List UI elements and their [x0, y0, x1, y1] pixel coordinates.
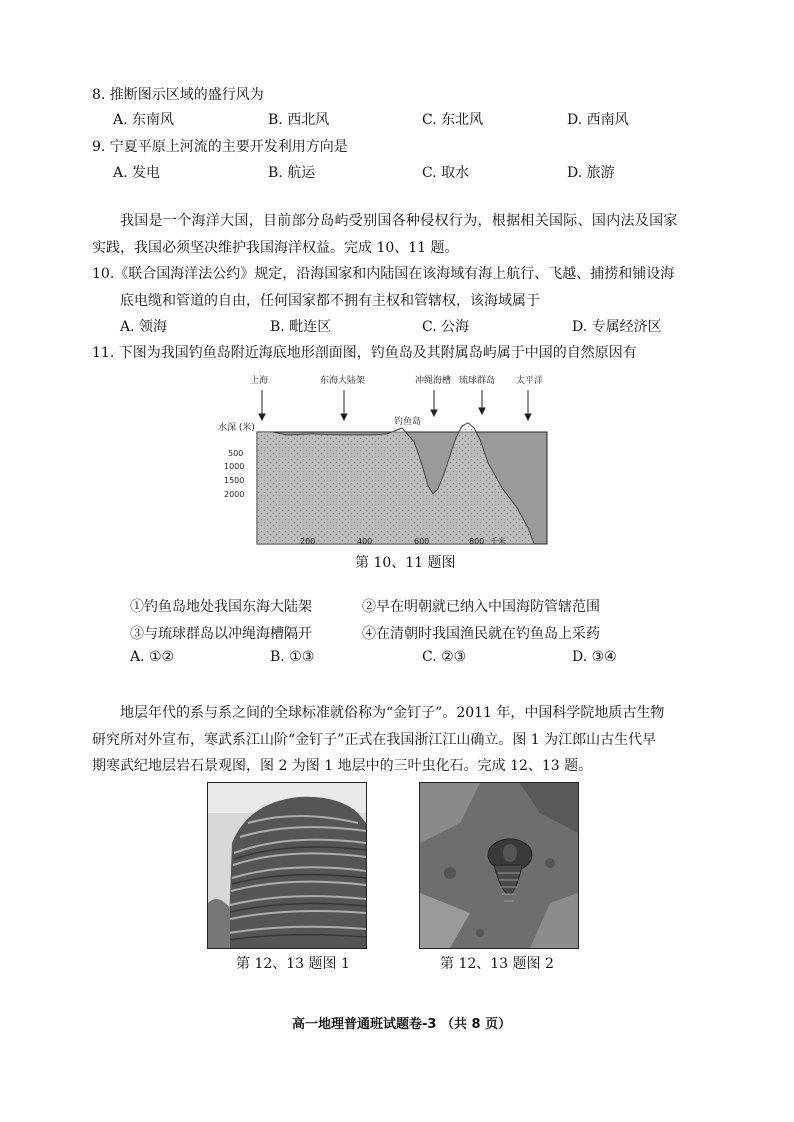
- q8-option-d: D. 西南风: [567, 112, 629, 128]
- intro-10-11-line1: 我国是一个海洋大国，目前部分岛屿受别国各种侵权行为，根据相关国际、国内法及国家: [120, 213, 678, 229]
- q11-statement-4: ④在清朝时我国渔民就在钓鱼岛上采药: [362, 626, 600, 642]
- q11-option-c: C. ②③: [422, 649, 467, 665]
- x-tick-800: 800: [469, 537, 485, 546]
- q11-option-b: B. ①③: [270, 649, 315, 665]
- q11-statement-1: ①钓鱼岛地处我国东海大陆架: [130, 599, 312, 615]
- x-tick-200: 200: [300, 537, 316, 546]
- y-tick-1500: 1500: [224, 476, 245, 485]
- y-tick-1000: 1000: [224, 462, 245, 471]
- label-east-china-sea-shelf: 东海大陆架: [320, 376, 366, 386]
- q9-option-d: D. 旅游: [567, 165, 615, 181]
- q10-option-a: A. 领海: [120, 319, 168, 335]
- label-pacific-ocean: 太平洋: [516, 376, 544, 386]
- seabed-profile-figure: [212, 368, 562, 552]
- q11-option-d: D. ③④: [572, 649, 617, 665]
- photo1-caption: 第 12、13 题图 1: [236, 956, 350, 972]
- photo2-caption: 第 12、13 题图 2: [440, 956, 554, 972]
- q8-option-b: B. 西北风: [268, 112, 330, 128]
- label-diaoyu-island: 钓鱼岛: [394, 417, 422, 427]
- intro-12-13-line1: 地层年代的系与系之间的全球标准就俗称为“金钉子”。2011 年，中国科学院地质古生物: [120, 705, 665, 721]
- x-axis-unit: 千米: [490, 537, 506, 546]
- intro-12-13-line3: 期寒武纪地层岩石景观图，图 2 为图 1 地层中的三叶虫化石。完成 12、13 题。: [92, 758, 593, 774]
- q11-statement-2: ②早在明朝就已纳入中国海防管辖范围: [362, 599, 600, 615]
- y-tick-500: 500: [228, 449, 244, 458]
- x-tick-400: 400: [357, 537, 373, 546]
- question-10-line1: 10.《联合国海洋法公约》规定，沿海国家和内陆国在该海域有海上航行、飞越、捕捞和铺设海: [92, 266, 675, 282]
- intro-10-11-line2: 实践，我国必须坚决维护我国海洋权益。完成 10、11 题。: [92, 240, 459, 256]
- label-okinawa-trough: 冲绳海槽: [415, 376, 452, 386]
- q9-option-c: C. 取水: [422, 165, 470, 181]
- y-axis-title: 水深 (米): [218, 423, 255, 433]
- x-tick-600: 600: [414, 537, 430, 546]
- profile-figure-caption: 第 10、11 题图: [355, 555, 456, 571]
- question-11-stem: 11. 下图为我国钓鱼岛附近海底地形剖面图，钓鱼岛及其附属岛屿属于中国的自然原因有: [92, 345, 637, 361]
- trilobite-fossil-photo: [419, 782, 579, 949]
- q10-option-c: C. 公海: [422, 319, 470, 335]
- q8-option-a: A. 东南风: [113, 112, 175, 128]
- q8-option-c: C. 东北风: [422, 112, 484, 128]
- question-9-stem: 9. 宁夏平原上河流的主要开发利用方向是: [92, 139, 348, 155]
- q11-option-a: A. ①②: [130, 649, 175, 665]
- question-8-stem: 8. 推断图示区域的盛行风为: [92, 87, 264, 103]
- y-tick-2000: 2000: [224, 490, 245, 499]
- label-ryukyu-islands: 琉球群岛: [459, 376, 496, 386]
- q11-statement-3: ③与琉球群岛以冲绳海槽隔开: [130, 626, 312, 642]
- intro-12-13-line2: 研究所对外宣布，寒武系江山阶“金钉子”正式在我国浙江江山确立。图 1 为江郎山古生代早: [92, 732, 657, 748]
- page-footer: 高一地理普通班试题卷-3 （共 8 页）: [292, 1017, 512, 1032]
- q9-option-a: A. 发电: [113, 165, 161, 181]
- q9-option-b: B. 航运: [268, 165, 316, 181]
- question-10-line2: 底电缆和管道的自由，任何国家都不拥有主权和管辖权，该海域属于: [120, 293, 540, 309]
- q10-option-b: B. 毗连区: [270, 319, 332, 335]
- rock-strata-photo: [207, 782, 367, 949]
- q10-option-d: D. 专属经济区: [572, 319, 662, 335]
- label-shanghai: 上海: [250, 376, 269, 386]
